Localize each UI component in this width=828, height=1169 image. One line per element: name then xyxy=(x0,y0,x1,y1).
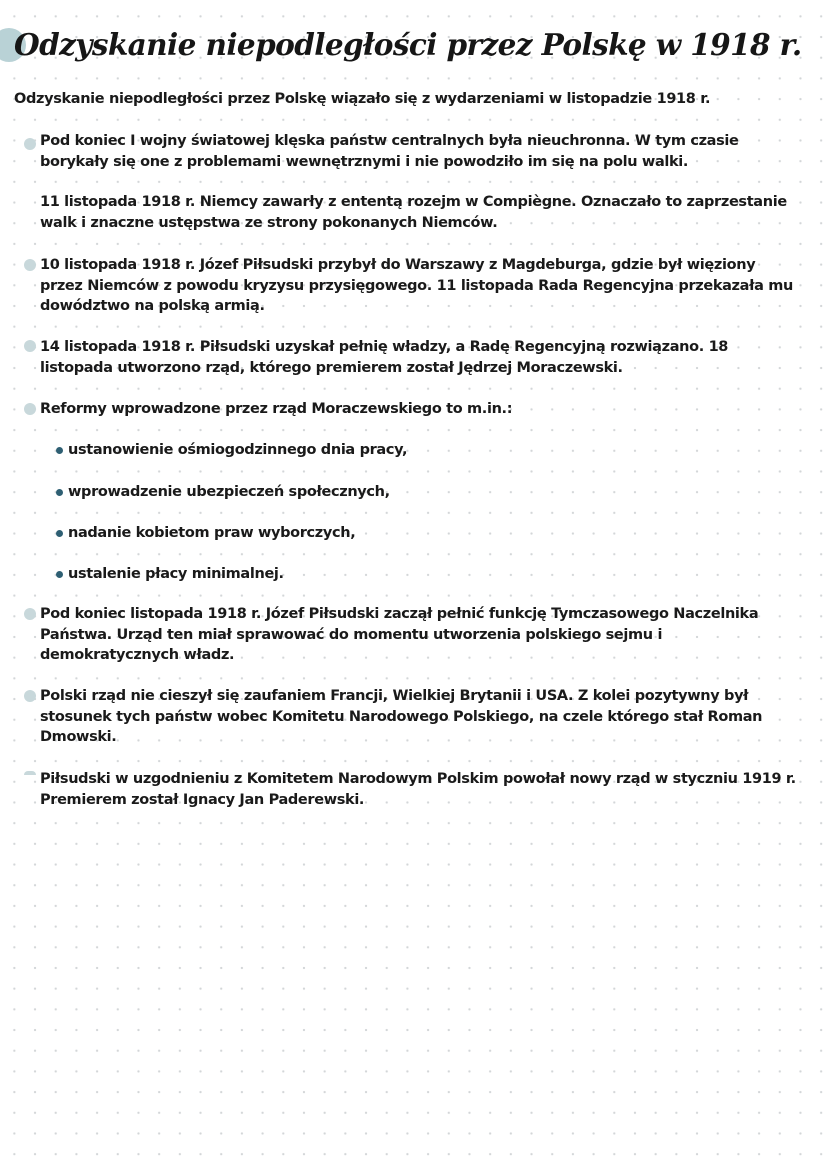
sub-bullet-icon xyxy=(56,530,63,537)
paragraph-2: 11 listopada 1918 r. Niemcy zawarły z ententą rozejm w Compiègne. Oznaczało to zaprzestanie walk i znaczne ustępstwa ze strony pokonanych Niemców. xyxy=(40,194,787,231)
page-title: Odzyskanie niepodległości przez Polskę w 1918 r. xyxy=(14,27,802,62)
sub-bullet-icon xyxy=(56,447,63,454)
paragraph-5: Reformy wprowadzone przez rząd Moraczewskiego to m.in.: xyxy=(40,401,513,417)
reform-item: ustanowienie ośmiogodzinnego dnia pracy, xyxy=(68,442,408,458)
bullet-half-dot-icon xyxy=(24,771,36,775)
paragraph-3: 10 listopada 1918 r. Józef Piłsudski przybył do Warszawy z Magdeburga, gdzie był więziony przez Niemców z powodu kryzysu przysięgowego. 11 listopada Rada Regencyjna przekazała mu dowództwo na polską armią. xyxy=(40,257,793,314)
sub-bullet-icon xyxy=(56,489,63,496)
reform-item: wprowadzenie ubezpieczeń społecznych, xyxy=(68,484,390,500)
paragraph-4: 14 listopada 1918 r. Piłsudski uzyskał pełnię władzy, a Radę Regencyjną rozwiązano. 18 listopada utworzono rząd, którego premierem został Jędrzej Moraczewski. xyxy=(40,339,729,376)
bullet-dot-icon xyxy=(24,403,36,415)
title-area xyxy=(0,22,828,74)
paragraph-7: Polski rząd nie cieszył się zaufaniem Francji, Wielkiej Brytanii i USA. Z kolei pozytywny był stosunek tych państw wobec Komitetu Narodowego Polskiego, na czele którego stał Roman Dmowski. xyxy=(40,688,763,745)
bullet-dot-icon xyxy=(24,690,36,702)
bullet-dot-icon xyxy=(24,608,36,620)
reform-item: nadanie kobietom praw wyborczych, xyxy=(68,525,356,541)
paragraph-8: Piłsudski w uzgodnieniu z Komitetem Narodowym Polskim powołał nowy rząd w styczniu 1919 r. Premierem został Ignacy Jan Paderewski. xyxy=(40,771,796,808)
paragraph-6: Pod koniec listopada 1918 r. Józef Piłsudski zaczął pełnić funkcję Tymczasowego Naczelnika Państwa. Urząd ten miał sprawować do momentu utworzenia polskiego sejmu i demokratycznych władz. xyxy=(40,606,759,663)
intro-text: Odzyskanie niepodległości przez Polskę wiązało się z wydarzeniami w listopadzie 1918 r. xyxy=(14,91,711,107)
bullet-dot-icon xyxy=(24,259,36,271)
sub-bullet-icon xyxy=(56,571,63,578)
reform-item: ustalenie płacy minimalnej. xyxy=(68,566,284,582)
bullet-dot-icon xyxy=(24,138,36,150)
bullet-dot-icon xyxy=(24,340,36,352)
paragraph-1: Pod koniec I wojny światowej klęska państw centralnych była nieuchronna. W tym czasie borykały się one z problemami wewnętrznymi i nie powodziło im się na polu walki. xyxy=(40,133,739,170)
